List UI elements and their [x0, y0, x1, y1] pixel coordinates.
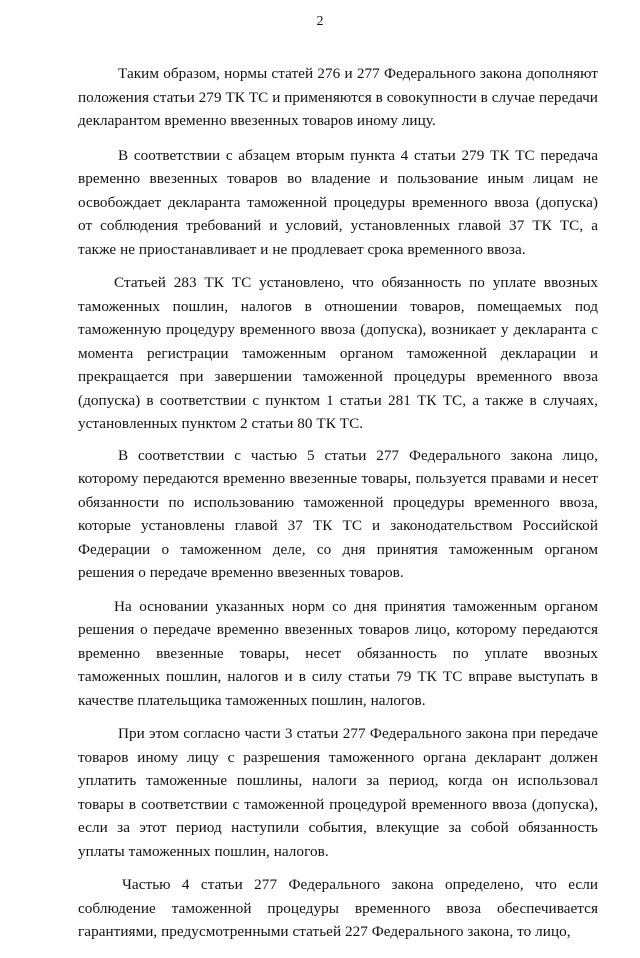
paragraph: Таким образом, нормы статей 276 и 277 Федерального закона дополняют положения статьи 279 ТК ТС и применяются в совокупности в случае передачи декларантом временно ввезенных товаров иному лицу. [78, 65, 598, 129]
document-body [78, 62, 598, 958]
paragraph: Статьей 283 ТК ТС установлено, что обязанность по уплате ввозных таможенных пошлин, налогов в отношении товаров, помещаемых под таможенную процедуру временного ввоза (допуска), возникает у декларанта с момента регистрации таможенным органом таможенной декларации и прекращается при завершении таможенной процедуры временного ввоза (допуска) в соответствии с пунктом 1 статьи 281 ТК ТС, а также в случаях, установленных пунктом 2 статьи 80 ТК ТС. [78, 274, 598, 432]
page-number: 2 [316, 14, 324, 29]
paragraph: Частью 4 статьи 277 Федерального закона определено, что если соблюдение таможенной процедуры временного ввоза обеспечивается гарантиями, предусмотренными статьей 227 Федерального закона, то лицо, [78, 876, 598, 940]
paragraph: На основании указанных норм со дня принятия таможенным органом решения о передаче временно ввезенных товаров лицо, которому передаются временно ввезенные товары, несет обязанность по уплате ввозных таможенных пошлин, налогов и в силу статьи 79 ТК ТС вправе выступать в качестве плательщика таможенных пошлин, налогов. [78, 597, 598, 709]
paragraph: При этом согласно части 3 статьи 277 Федерального закона при передаче товаров иному лицу с разрешения таможенного органа декларант должен уплатить таможенные пошлины, налоги за период, когда он использовал товары в соответствии с таможенной процедурой временного ввоза (допуска), если за этот период наступили события, влекущие за собой обязанность уплаты таможенных пошлин, налогов. [78, 725, 598, 860]
paragraph: В соответствии с абзацем вторым пункта 4 статьи 279 ТК ТС передача временно ввезенных товаров во владение и пользование иным лицам не освобождает декларанта таможенной процедуры временного ввоза (допуска) от соблюдения требований и условий, установленных главой 37 ТК ТС, а также не приостанавливает и не продлевает срока временного ввоза. [78, 146, 598, 258]
paragraph: В соответствии с частью 5 статьи 277 Федерального закона лицо, которому передаются временно ввезенные товары, пользуется правами и несет обязанности по использованию таможенной процедуры временного ввоза, которые установлены главой 37 ТК ТС и законодательством Российской Федерации о таможенном деле, со дня принятия таможенным органом решения о передаче временно ввезенных товаров. [78, 446, 598, 581]
